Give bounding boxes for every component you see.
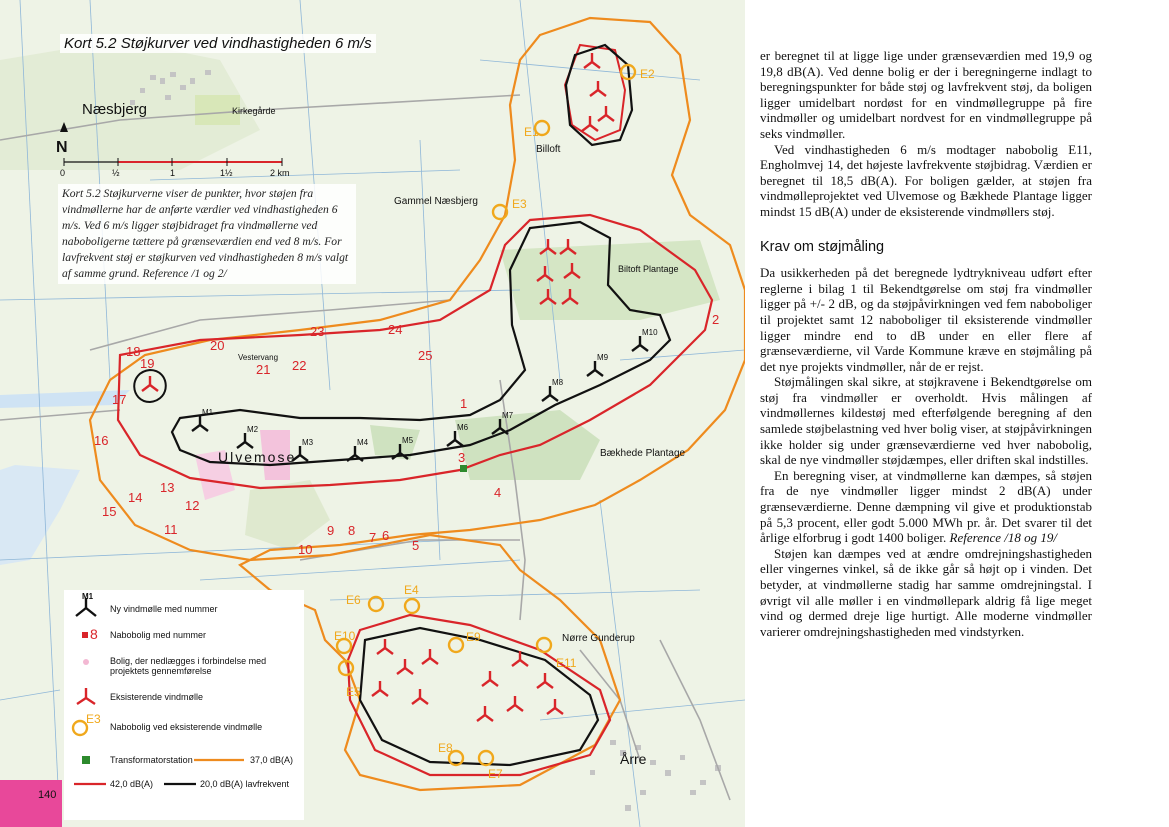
neighbour-label: 6 [382, 528, 390, 543]
existing-neighbour-icon [73, 721, 87, 735]
map-caption: Kort 5.2 Støjkurverne viser de punkter, hvor støjen fra vindmøllerne har de anførte værdier ved vindhastigheden 6 m/s. Ved 6 m/s ligger støjbidraget fra vindmøllerne ved naboboligerne tættere på grænseværdien end ved 8 m/s. For lavfrekvent støj er støjkurven ved vindhastigheden 8 m/s valgt af samme grund. Reference /1 og 2/ [58, 184, 356, 284]
neighbour-label: 25 [418, 348, 433, 363]
neighbour-label: 3 [458, 450, 466, 465]
place-name: Biltoft Plantage [618, 264, 679, 274]
legend-42db: 42,0 dB(A) [110, 779, 154, 789]
neighbour-label: 2 [712, 312, 720, 327]
demolished-icon [83, 659, 89, 665]
turbine-label: M8 [552, 378, 564, 387]
neighbour-label: 22 [292, 358, 307, 373]
existing-neighbour-label: E3 [512, 197, 527, 211]
page-number-tab [0, 780, 62, 827]
turbine-label: M9 [597, 353, 609, 362]
neighbour-label: 18 [126, 344, 141, 359]
neighbour-label: 17 [112, 392, 127, 407]
section-heading: Krav om støjmåling [760, 238, 885, 255]
paragraph-3: Da usikkerheden på det beregnede lydtrykniveau udført efter reglerne i bilag 1 til Bekendtgørelse om støj fra vindmøller ligger på +/- 2 dB, og da støjpåvirkningen ved fem naboboliger til projektet samt 12 naboboliger til eksisterende vindmøller ligger mindre end to dB under en eller flere af grænseværdierne, vil Varde Kommune kræve en støjmåling på det nye projekts vindmøller, når de er rejst. [760, 265, 1092, 374]
neighbour-label: 13 [160, 480, 175, 495]
neighbour-label: 10 [298, 542, 313, 557]
scale-label: ½ [112, 168, 120, 178]
scale-label: 1½ [220, 168, 233, 178]
existing-turbine-icon [77, 688, 95, 704]
place-name: Kirkegårde [232, 106, 276, 116]
legend-turbine-sample-label: M1 [82, 592, 94, 601]
existing-neighbour-label: E10 [334, 629, 356, 643]
place-name: Vestervang [238, 353, 279, 362]
turbine-label: M7 [502, 411, 514, 420]
legend-transformer: Transformatorstation [110, 755, 193, 765]
paragraph-4: Støjmålingen skal sikre, at støjkravene i Bekendtgørelse om støj fra vindmøller er overholdt. Hvis målingen af vindmøllernes kildestøj med efterfølgende beregning af den samlede støjbelastning ved hver bolig viser, at støjpåvirkningen ikke holder sig under grænseværdierne ved hver nabobolig, skal de nye vindmøller støjdæmpes, eller driften skal indstilles. [760, 374, 1092, 468]
turbine-label: M5 [402, 436, 414, 445]
neighbour-label: 14 [128, 490, 143, 505]
neighbour-label: 19 [140, 356, 155, 371]
existing-neighbour-label: E2 [640, 67, 655, 81]
paragraph-1: er beregnet til at ligge lige under grænseværdien med 19,9 og 19,8 dB(A). Ved denne bolig er der i beregningerne indlagt to beregningspunkter for både støj og lavfrekvent støj, da boligen ligger umidelbart nordøst for en vindmøllegruppe på fire vindmøller og umidelbart nordvest for en vindmøllegruppe på seks vindmøller. [760, 48, 1092, 141]
article-text [760, 48, 1092, 639]
existing-neighbour-label: E4 [404, 583, 419, 597]
paragraph-5-text: En beregning viser, at vindmøllerne kan dæmpes, så støjen fra de nye vindmøller ligger mindst 2 dB(A) under grænseværdierne. Denne dæmpning vil give et produktionstab på 5,3 procent, eller godt 5.000 MWh pr. år. Det svarer til det årlige elforbrug i godt 1400 boliger. [760, 467, 1092, 546]
scale-label: 1 [170, 168, 176, 178]
neighbour-label: 5 [412, 538, 420, 553]
turbine-label: M4 [357, 438, 369, 447]
place-name: Gammel Næsbjerg [394, 196, 478, 207]
paragraph-6: Støjen kan dæmpes ved at ændre omdrejningshastigheden eller vingernes vinkel, så de ikke går så højt op i vinden. Det betyder, at vindmøllerne stadig har samme omdrejningstal. I øvrigt vil alle møller i en vindmøllepark aldrig få lige meget vind og dermed dreje lige hurtigt. Alle moderne vindmøller varierer omdrejningshastigheden med vindstyrken. [760, 545, 1092, 639]
legend-neighbour: Nabobolig med nummer [110, 630, 207, 640]
turbine-label: M10 [642, 328, 658, 337]
legend-existing-neighbour-sample: E3 [86, 712, 101, 726]
neighbour-label: 24 [388, 322, 403, 337]
existing-neighbour-label: E9 [466, 630, 481, 644]
neighbour-label: 12 [185, 498, 200, 513]
existing-neighbour-label: E11 [556, 656, 577, 670]
legend-20db: 20,0 dB(A) lavfrekvent [200, 779, 290, 789]
legend-neighbour-sample-label: 8 [90, 626, 98, 642]
turbine-label: M1 [202, 408, 214, 417]
page-number: 140 [38, 789, 57, 801]
legend-37db: 37,0 dB(A) [250, 755, 294, 765]
turbine-label: M6 [457, 423, 469, 432]
place-name: Bækhede Plantage [600, 448, 686, 459]
place-name: Ulvemose [218, 449, 297, 465]
transformer-icon [82, 756, 90, 764]
turbine-label: M2 [247, 425, 259, 434]
place-name: Årre [620, 751, 647, 767]
neighbour-label: 7 [369, 530, 377, 545]
legend-existing-turbine: Eksisterende vindmølle [110, 692, 204, 702]
neighbour-label: 11 [164, 522, 178, 537]
north-label: N [56, 139, 68, 156]
transformer-icon [460, 465, 467, 472]
map-legend [64, 590, 304, 820]
neighbour-label: 21 [256, 362, 271, 377]
neighbour-label: 4 [494, 485, 502, 500]
existing-neighbour-label: E7 [488, 767, 503, 781]
place-name: Nørre Gunderup [562, 633, 635, 644]
neighbour-label: 23 [310, 324, 325, 339]
existing-neighbour-label: E8 [438, 741, 453, 755]
turbine-label: M3 [302, 438, 314, 447]
paragraph-5-reference: Reference /18 og 19/ [949, 530, 1057, 546]
neighbour-label: 9 [327, 523, 335, 538]
place-name: Billoft [536, 144, 561, 155]
legend-existing-neighbour: Nabobolig ved eksisterende vindmølle [110, 722, 263, 732]
neighbour-label: 1 [460, 396, 468, 411]
paragraph-5 [760, 468, 1092, 546]
existing-neighbour-label: E6 [346, 593, 361, 607]
neighbour-label: 20 [210, 338, 225, 353]
existing-neighbour-label: E5 [346, 685, 361, 699]
place-name: Næsbjerg [82, 101, 148, 118]
neighbour-label: 16 [94, 433, 109, 448]
legend-new-turbine: Ny vindmølle med nummer [110, 604, 218, 614]
neighbour-label: 8 [348, 523, 356, 538]
paragraph-2: Ved vindhastigheden 6 m/s modtager nabobolig E11, Engholmvej 14, det højeste lavfrekvente støjbidrag. Værdien er beregnet til 18,5 dB(A). For boligen gælder, at støjen fra vindmølleprojektet ved Ulvemose og Bækhede Plantage ligger mindst 15 dB(A) under de eksisterende vindmøllers støj. [760, 141, 1092, 219]
neighbour-label: 15 [102, 504, 117, 519]
map-title: Kort 5.2 Støjkurver ved vindhastigheden 6 m/s [60, 34, 376, 53]
legend-demolished: Bolig, der nedlægges i forbindelse med projektets gennemførelse [110, 656, 267, 676]
scale-label: 0 [60, 168, 66, 178]
scale-label: 2 km [270, 168, 290, 178]
existing-neighbour-label: E1 [524, 125, 539, 139]
neighbour-icon [82, 632, 88, 638]
